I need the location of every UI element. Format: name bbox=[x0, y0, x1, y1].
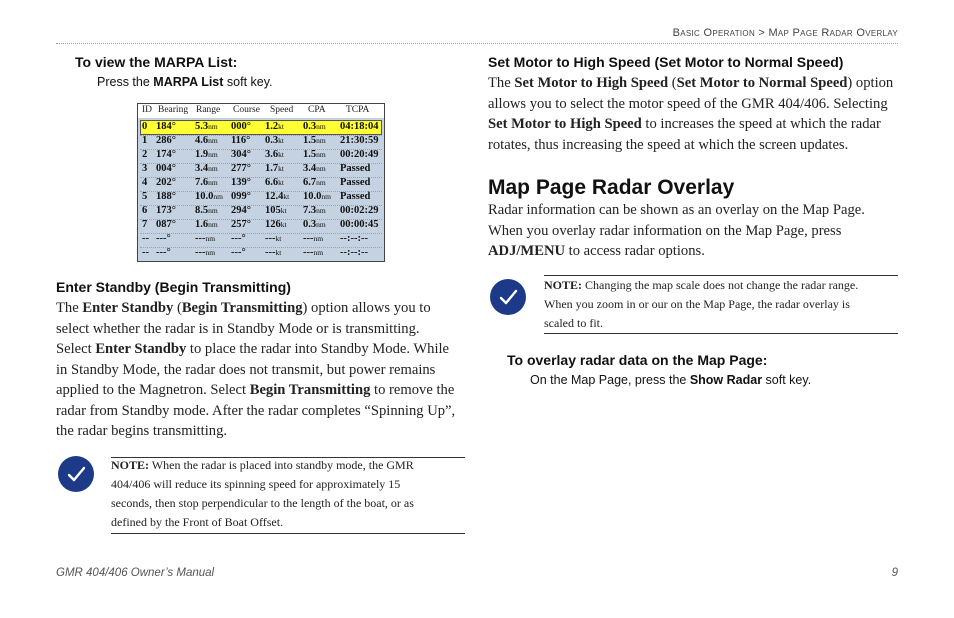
table-cell bbox=[340, 121, 379, 132]
marpa-list-screen bbox=[137, 103, 385, 262]
note-text: Changing the map scale does not change the radar range. bbox=[582, 278, 859, 292]
marpa-step bbox=[97, 75, 273, 89]
cell-value: 0 bbox=[142, 121, 148, 132]
table-cell bbox=[265, 149, 284, 160]
cell-value: 2 bbox=[142, 149, 148, 160]
cell-unit: nm bbox=[316, 136, 326, 145]
table-cell bbox=[340, 149, 379, 160]
cell-value: --- bbox=[303, 233, 314, 244]
row-divider bbox=[140, 205, 382, 206]
table-cell bbox=[142, 149, 147, 160]
note-line bbox=[544, 314, 898, 333]
bold-term: Set Motor to Normal Speed bbox=[676, 75, 848, 91]
cell-value: 116° bbox=[231, 135, 251, 146]
note-text: seconds, then stop perpendicular to the length of the boat, or as bbox=[111, 496, 414, 510]
cell-unit: nm bbox=[208, 136, 218, 145]
standby-paragraph bbox=[56, 298, 466, 442]
cell-value: -- bbox=[142, 233, 149, 244]
table-cell bbox=[195, 191, 223, 202]
table-cell bbox=[303, 163, 326, 174]
table-cell bbox=[231, 247, 246, 258]
text-run: ) option allows you to bbox=[302, 300, 431, 316]
cell-unit: nm bbox=[208, 220, 218, 229]
table-cell bbox=[142, 191, 147, 202]
cell-value: --- bbox=[195, 233, 206, 244]
cell-unit: nm bbox=[316, 122, 326, 131]
table-cell bbox=[156, 177, 176, 188]
table-cell bbox=[231, 219, 251, 230]
table-cell bbox=[303, 135, 326, 146]
marpa-step-post: soft key. bbox=[223, 75, 273, 89]
text-run: Select bbox=[56, 341, 96, 357]
checkmark-pencil-icon bbox=[490, 279, 526, 315]
table-cell bbox=[156, 247, 171, 258]
note-line bbox=[111, 513, 465, 532]
cell-value: 257° bbox=[231, 219, 251, 230]
table-cell bbox=[195, 205, 218, 216]
note-text: 404/406 will reduce its spinning speed for approximately 15 bbox=[111, 477, 401, 491]
table-cell bbox=[265, 247, 281, 258]
cell-value: --- bbox=[303, 247, 314, 258]
standby-line bbox=[56, 339, 466, 360]
overlay-step bbox=[530, 373, 811, 387]
cell-value: 5 bbox=[142, 191, 148, 202]
cell-value: 000° bbox=[231, 121, 251, 132]
table-cell bbox=[195, 149, 218, 160]
cell-unit: nm bbox=[313, 234, 324, 243]
column-header: Course bbox=[233, 105, 260, 115]
standby-heading: Enter Standby (Begin Transmitting) bbox=[56, 279, 291, 295]
note-text: scaled to fit. bbox=[544, 316, 603, 330]
table-cell bbox=[195, 163, 218, 174]
table-cell bbox=[340, 247, 368, 258]
cell-value: 0.3 bbox=[303, 219, 317, 230]
cell-value: 1.7 bbox=[265, 163, 279, 174]
table-cell bbox=[265, 135, 284, 146]
table-cell bbox=[303, 121, 326, 132]
cell-unit: kt bbox=[278, 164, 284, 173]
cell-unit: nm bbox=[208, 164, 218, 173]
text-run: select whether the radar is in Standby Mode or is transmitting. bbox=[56, 320, 420, 337]
marpa-step-pre: Press the bbox=[97, 75, 154, 89]
cell-value: 188° bbox=[156, 191, 176, 202]
cell-value: 1.5 bbox=[303, 135, 317, 146]
page-number: 9 bbox=[891, 567, 898, 579]
row-divider bbox=[140, 247, 382, 248]
table-cell bbox=[231, 121, 251, 132]
column-header: ID bbox=[142, 105, 153, 115]
motor-line bbox=[488, 94, 900, 115]
text-run: Radar information can be shown as an overlay on the Map Page. bbox=[488, 202, 865, 218]
cell-value: 202° bbox=[156, 177, 176, 188]
marpa-table bbox=[138, 104, 384, 261]
cell-value: Passed bbox=[340, 163, 371, 174]
cell-value: Passed bbox=[340, 177, 371, 188]
cell-value: --- bbox=[195, 247, 206, 258]
cell-unit: nm bbox=[208, 150, 218, 159]
table-cell bbox=[142, 163, 147, 174]
table-cell bbox=[265, 205, 287, 216]
bold-term: Set Motor to High Speed bbox=[514, 75, 669, 91]
footer-manual-title: GMR 404/406 Owner’s Manual bbox=[56, 567, 215, 579]
table-cell bbox=[142, 219, 147, 230]
row-divider bbox=[140, 177, 382, 178]
cell-value: 7.6 bbox=[195, 177, 209, 188]
cell-unit: nm bbox=[205, 248, 216, 257]
cell-value: 7 bbox=[142, 219, 148, 230]
table-cell bbox=[142, 205, 147, 216]
standby-line bbox=[56, 360, 466, 381]
table-cell bbox=[231, 205, 251, 216]
cell-unit: kt bbox=[280, 206, 287, 215]
overlay-line bbox=[488, 200, 900, 221]
cell-value: 277° bbox=[231, 163, 251, 174]
overlay-step-pre: On the Map Page, press the bbox=[530, 373, 690, 387]
cell-value: ---° bbox=[231, 233, 246, 244]
overlay-line bbox=[488, 241, 900, 262]
text-run: the radar begins transmitting. bbox=[56, 423, 228, 439]
table-cell bbox=[265, 219, 287, 230]
table-cell bbox=[340, 163, 370, 174]
cell-value: 0.3 bbox=[303, 121, 317, 132]
motor-line bbox=[488, 135, 900, 156]
table-cell bbox=[195, 219, 218, 230]
table-cell bbox=[340, 135, 379, 146]
table-cell bbox=[142, 121, 147, 132]
standby-line bbox=[56, 319, 466, 340]
cell-unit: nm bbox=[208, 178, 218, 187]
row-divider bbox=[140, 233, 382, 234]
cell-value: 3.6 bbox=[265, 149, 279, 160]
cell-value: 04:18:04 bbox=[340, 121, 379, 132]
cell-unit: nm bbox=[208, 122, 218, 131]
column-header: CPA bbox=[308, 105, 326, 115]
cell-unit: nm bbox=[205, 234, 216, 243]
text-run: to access radar options. bbox=[565, 243, 705, 259]
cell-value: ---° bbox=[156, 247, 171, 258]
note-label: NOTE: bbox=[111, 458, 150, 472]
cell-value: 3.4 bbox=[303, 163, 317, 174]
cell-unit: nm bbox=[321, 192, 331, 201]
table-cell bbox=[303, 205, 326, 216]
motor-paragraph bbox=[488, 73, 900, 155]
table-cell bbox=[195, 233, 215, 244]
note-line bbox=[544, 295, 898, 314]
cell-value: 3 bbox=[142, 163, 148, 174]
column-header: Bearing bbox=[158, 105, 189, 115]
table-cell bbox=[142, 247, 149, 258]
cell-unit: nm bbox=[313, 248, 324, 257]
section-title: Map Page Radar Overlay bbox=[488, 176, 735, 199]
cell-value: 4 bbox=[142, 177, 148, 188]
cell-unit: nm bbox=[316, 220, 326, 229]
cell-value: 00:20:49 bbox=[340, 149, 379, 160]
cell-unit: kt bbox=[283, 192, 290, 201]
cell-value: 173° bbox=[156, 205, 176, 216]
cell-unit: nm bbox=[316, 206, 326, 215]
table-cell bbox=[231, 135, 250, 146]
cell-value: 8.5 bbox=[195, 205, 209, 216]
table-cell bbox=[156, 163, 176, 174]
table-cell bbox=[195, 121, 218, 132]
cell-value: 1.9 bbox=[195, 149, 209, 160]
text-run: ( bbox=[173, 300, 182, 316]
cell-unit: nm bbox=[213, 192, 223, 201]
standby-line bbox=[56, 421, 466, 442]
header-rule bbox=[56, 43, 898, 44]
table-cell bbox=[195, 247, 215, 258]
note-line bbox=[111, 494, 465, 513]
motor-line bbox=[488, 114, 900, 135]
table-cell bbox=[195, 135, 218, 146]
note-right-bottom-rule bbox=[544, 333, 898, 334]
cell-unit: nm bbox=[316, 178, 326, 187]
cell-value: 12.4 bbox=[265, 191, 284, 202]
table-cell bbox=[156, 191, 176, 202]
cell-unit: nm bbox=[316, 164, 326, 173]
overlay-line bbox=[488, 221, 900, 242]
cell-value: 294° bbox=[231, 205, 251, 216]
motor-line bbox=[488, 73, 900, 94]
marpa-list-key: MARPA List bbox=[153, 75, 224, 89]
text-run: When you overlay radar information on the Map Page, press bbox=[488, 222, 842, 239]
cell-value: 304° bbox=[231, 149, 251, 160]
table-cell bbox=[195, 177, 218, 188]
cell-value: 105 bbox=[265, 205, 281, 216]
running-head: Basic Operation > Map Page Radar Overlay bbox=[672, 27, 898, 39]
cell-value: 1 bbox=[142, 135, 148, 146]
text-run: ) option bbox=[847, 75, 894, 91]
cell-value: 004° bbox=[156, 163, 176, 174]
cell-unit: nm bbox=[208, 206, 218, 215]
cell-value: ---° bbox=[156, 233, 171, 244]
table-cell bbox=[156, 219, 176, 230]
marpa-procedure-heading: To view the MARPA List: bbox=[75, 54, 238, 70]
note-text: defined by the Front of Boat Offset. bbox=[111, 515, 284, 529]
cell-unit: kt bbox=[278, 178, 284, 187]
cell-unit: kt bbox=[278, 150, 284, 159]
cell-value: -- bbox=[142, 247, 149, 258]
text-run: to place the radar into Standby Mode. While bbox=[186, 341, 450, 357]
text-run: The bbox=[56, 300, 83, 316]
table-cell bbox=[156, 205, 176, 216]
standby-line bbox=[56, 380, 466, 401]
table-cell bbox=[303, 247, 323, 258]
text-run: radar from Standby mode. After the radar completes “Spinning Up”, bbox=[56, 402, 456, 419]
cell-value: 174° bbox=[156, 149, 176, 160]
cell-value: --- bbox=[265, 233, 276, 244]
cell-value: 139° bbox=[231, 177, 251, 188]
table-cell bbox=[340, 233, 368, 244]
note-line bbox=[111, 475, 465, 494]
cell-unit: kt bbox=[278, 136, 284, 145]
bold-term: ADJ/MENU bbox=[488, 243, 566, 259]
show-radar-key: Show Radar bbox=[689, 373, 763, 387]
table-cell bbox=[231, 163, 251, 174]
cell-value: 3.4 bbox=[195, 163, 209, 174]
text-run: to increases the speed at which the radar bbox=[641, 116, 881, 132]
bold-term: Enter Standby bbox=[82, 300, 174, 316]
cell-value: 0.3 bbox=[265, 135, 279, 146]
table-cell bbox=[303, 191, 331, 202]
cell-value: Passed bbox=[340, 191, 371, 202]
cell-value: 00:00:45 bbox=[340, 219, 379, 230]
table-cell bbox=[340, 191, 370, 202]
text-run: rotates, thus increasing the speed at which the screen updates. bbox=[488, 136, 849, 153]
cell-value: ---° bbox=[231, 247, 246, 258]
standby-note bbox=[111, 456, 465, 532]
row-divider bbox=[140, 191, 382, 192]
text-run: The bbox=[488, 75, 515, 91]
text-run: ( bbox=[668, 75, 677, 91]
text-run: allows you to select the motor speed of the GMR 404/406. Selecting bbox=[488, 95, 888, 112]
table-cell bbox=[303, 219, 326, 230]
overlay-step-post: soft key. bbox=[762, 373, 812, 387]
cell-value: 10.0 bbox=[195, 191, 214, 202]
cell-value: 5.3 bbox=[195, 121, 209, 132]
cell-unit: kt bbox=[275, 234, 282, 243]
row-divider bbox=[140, 219, 382, 220]
table-cell bbox=[265, 233, 281, 244]
column-header: TCPA bbox=[346, 105, 370, 115]
cell-value: 126 bbox=[265, 219, 281, 230]
standby-line bbox=[56, 401, 466, 422]
overlay-paragraph bbox=[488, 200, 900, 262]
table-cell bbox=[156, 135, 176, 146]
table-cell bbox=[156, 233, 171, 244]
cell-value: 4.6 bbox=[195, 135, 209, 146]
bold-term: Begin Transmitting bbox=[181, 300, 303, 316]
row-divider bbox=[140, 149, 382, 150]
bold-term: Enter Standby bbox=[95, 341, 187, 357]
note-label: NOTE: bbox=[544, 278, 583, 292]
table-cell bbox=[303, 233, 323, 244]
cell-unit: kt bbox=[280, 220, 287, 229]
cell-value: 21:30:59 bbox=[340, 135, 379, 146]
column-header: Range bbox=[196, 105, 221, 115]
motor-heading: Set Motor to High Speed (Set Motor to Normal Speed) bbox=[488, 54, 844, 70]
cell-value: 00:02:29 bbox=[340, 205, 379, 216]
cell-value: --:--:-- bbox=[340, 233, 368, 244]
cell-value: 099° bbox=[231, 191, 251, 202]
cell-value: --- bbox=[265, 247, 276, 258]
table-cell bbox=[340, 205, 379, 216]
table-cell bbox=[303, 177, 326, 188]
cell-value: 7.3 bbox=[303, 205, 317, 216]
map-scale-note bbox=[544, 276, 898, 333]
cell-unit: kt bbox=[278, 122, 284, 131]
table-cell bbox=[265, 163, 284, 174]
table-cell bbox=[156, 121, 176, 132]
table-cell bbox=[265, 121, 284, 132]
table-cell bbox=[142, 233, 149, 244]
column-header: Speed bbox=[270, 105, 294, 115]
table-cell bbox=[231, 233, 246, 244]
cell-value: 1.5 bbox=[303, 149, 317, 160]
note-line bbox=[544, 276, 898, 295]
text-run: applied to the Magnetron. Select bbox=[56, 382, 250, 398]
cell-value: 10.0 bbox=[303, 191, 322, 202]
note-icon-right bbox=[490, 279, 526, 315]
row-divider bbox=[140, 163, 382, 164]
cell-unit: kt bbox=[275, 248, 282, 257]
cell-value: --:--:-- bbox=[340, 247, 368, 258]
table-cell bbox=[142, 135, 147, 146]
overlay-procedure-heading: To overlay radar data on the Map Page: bbox=[507, 352, 768, 368]
row-divider bbox=[140, 135, 382, 136]
text-run: to remove the bbox=[370, 382, 455, 398]
note-line bbox=[111, 456, 465, 475]
table-cell bbox=[303, 149, 326, 160]
note-text: When the radar is placed into standby mode, the GMR bbox=[149, 458, 414, 472]
cell-value: 1.6 bbox=[195, 219, 209, 230]
cell-value: 6.7 bbox=[303, 177, 317, 188]
table-cell bbox=[265, 191, 289, 202]
cell-unit: nm bbox=[316, 150, 326, 159]
table-cell bbox=[231, 191, 251, 202]
table-cell bbox=[340, 177, 370, 188]
cell-value: 184° bbox=[156, 121, 176, 132]
bold-term: Begin Transmitting bbox=[249, 382, 371, 398]
table-cell bbox=[231, 177, 251, 188]
cell-value: 6 bbox=[142, 205, 148, 216]
text-run: in Standby Mode, the radar does not transmit, but power remains bbox=[56, 361, 436, 378]
table-cell bbox=[340, 219, 379, 230]
table-cell bbox=[231, 149, 251, 160]
cell-value: 286° bbox=[156, 135, 176, 146]
table-cell bbox=[142, 177, 147, 188]
table-cell bbox=[265, 177, 284, 188]
bold-term: Set Motor to High Speed bbox=[488, 116, 642, 132]
cell-value: 6.6 bbox=[265, 177, 279, 188]
standby-line bbox=[56, 298, 466, 319]
note-text: When you zoom in or our on the Map Page, the radar overlay is bbox=[544, 297, 850, 311]
note-icon bbox=[58, 456, 94, 492]
cell-value: 1.2 bbox=[265, 121, 279, 132]
table-cell bbox=[156, 149, 176, 160]
note-bottom-rule bbox=[111, 533, 465, 534]
cell-value: 087° bbox=[156, 219, 176, 230]
checkmark-pencil-icon bbox=[58, 456, 94, 492]
